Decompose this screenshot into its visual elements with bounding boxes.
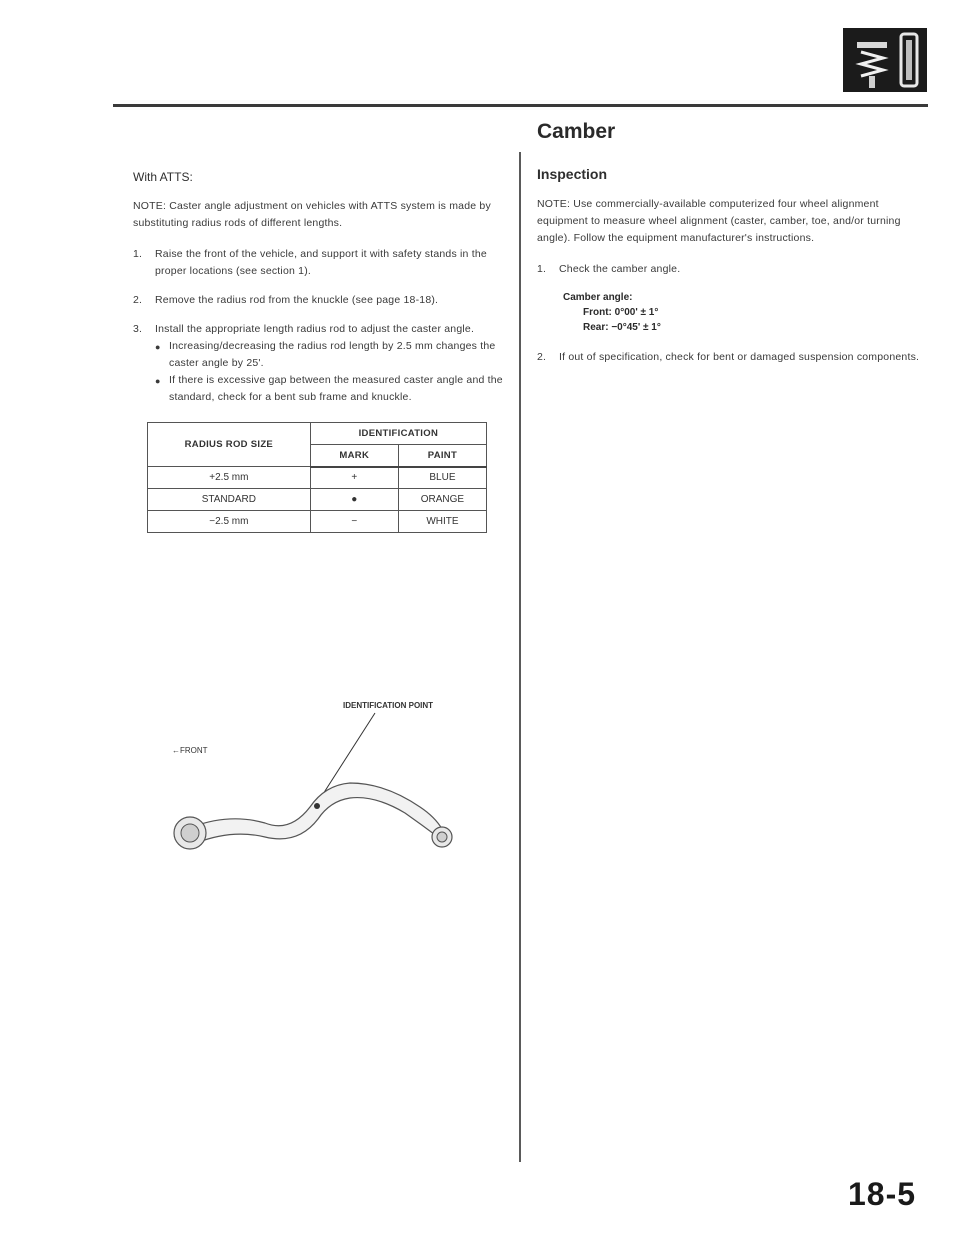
bullet-icon: ● [155, 342, 161, 352]
step-3-text: Install the appropriate length radius rod to adjust the caster angle. [155, 323, 475, 335]
left-column [133, 170, 503, 533]
table-cell-paint: WHITE [398, 511, 486, 533]
table-header-mark: MARK [310, 445, 398, 467]
table-cell-size: +2.5 mm [148, 467, 311, 489]
step-text [155, 321, 503, 406]
atts-note: NOTE: Caster angle adjustment on vehicles with ATTS system is made by substituting radius rods of different lengths. [133, 200, 491, 229]
step-3 [133, 321, 503, 406]
bullet-item [155, 338, 503, 372]
page-number: 18-5 [848, 1176, 917, 1212]
camber-spec [563, 290, 927, 335]
bullet-text: If there is excessive gap between the measured caster angle and the standard, check for a bent sub frame and knuckle. [169, 374, 503, 403]
step-1 [537, 261, 927, 278]
step-text: Raise the front of the vehicle, and support it with safety stands in the proper locations (see section 1). [155, 248, 487, 277]
identification-point-label: IDENTIFICATION POINT [343, 701, 434, 710]
bushing-inner [181, 824, 199, 842]
step-number: 2. [537, 351, 547, 363]
section-subtitle: Inspection [537, 166, 608, 182]
table-cell-size: STANDARD [148, 489, 311, 511]
identification-mark [314, 803, 320, 809]
table-cell-size: −2.5 mm [148, 511, 311, 533]
radius-rod-body [192, 783, 442, 843]
spec-rear: Rear: −0°45' ± 1° [583, 322, 661, 333]
spec-front: Front: 0°00' ± 1° [583, 307, 659, 318]
table-cell-mark: − [310, 511, 398, 533]
step-2 [133, 292, 503, 309]
step-number: 2. [133, 294, 143, 306]
step-2 [537, 349, 927, 366]
table-cell-paint: ORANGE [398, 489, 486, 511]
step-1 [133, 246, 503, 280]
table-header-size: RADIUS ROD SIZE [148, 423, 311, 467]
bullet-item [155, 372, 503, 406]
column-divider [519, 152, 521, 1162]
table-cell-mark: ● [310, 489, 398, 511]
spec-label: Camber angle: [563, 292, 633, 303]
radius-rod-table [147, 422, 487, 533]
bullet-icon: ● [155, 376, 161, 386]
step-text: If out of specification, check for bent or damaged suspension components. [559, 351, 920, 363]
suspension-section-icon [843, 28, 927, 92]
right-column [537, 120, 927, 378]
atts-heading: With ATTS: [133, 170, 193, 184]
radius-rod-diagram [160, 695, 490, 885]
step-number: 1. [537, 263, 547, 275]
table-row [148, 489, 487, 511]
ball-joint-inner [437, 832, 447, 842]
table-row [148, 467, 487, 489]
bullet-text: Increasing/decreasing the radius rod length by 2.5 mm changes the caster angle by 25'. [169, 340, 496, 369]
step-number: 3. [133, 323, 143, 335]
table-header-identification: IDENTIFICATION [310, 423, 486, 445]
front-arrow-label: ←FRONT [172, 746, 208, 755]
table-cell-paint: BLUE [398, 467, 486, 489]
step-text: Check the camber angle. [559, 263, 681, 275]
camber-note: NOTE: Use commercially-available computerized four wheel alignment equipment to measure wheel alignment (caster, camber, toe, and/or turning angle). Follow the equipment manufacturer's instructions. [537, 198, 901, 244]
table-header-paint: PAINT [398, 445, 486, 467]
page-title: Camber [537, 120, 616, 143]
table-cell-mark: + [310, 467, 398, 489]
step-number: 1. [133, 248, 143, 260]
header-rule [113, 104, 928, 107]
table-row [148, 511, 487, 533]
step-text: Remove the radius rod from the knuckle (see page 18-18). [155, 294, 439, 306]
